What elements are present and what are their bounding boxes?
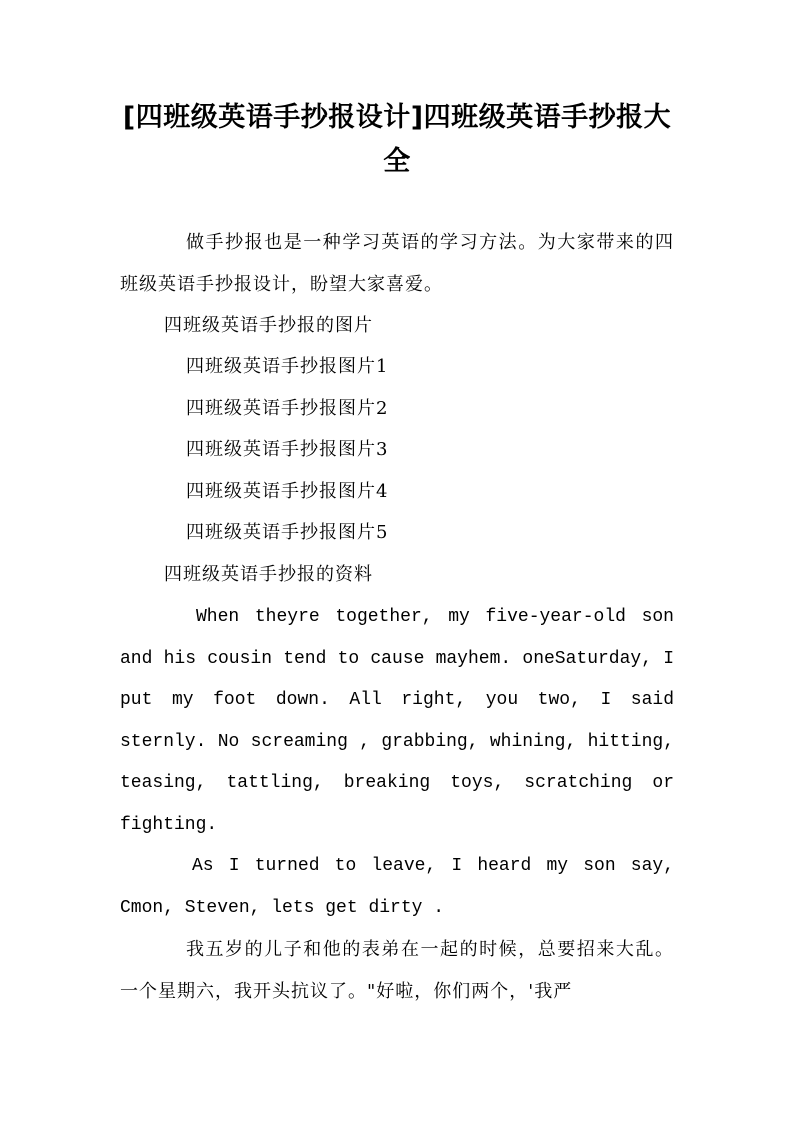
image-caption-3: 四班级英语手抄报图片3 [186, 439, 389, 460]
section-heading-images: 四班级英语手抄报的图片 [164, 315, 373, 336]
image-caption-1: 四班级英语手抄报图片1 [186, 356, 389, 377]
document-title: [四班级英语手抄报设计]四班级英语手抄报大全 [122, 102, 672, 177]
chinese-paragraph: 我五岁的儿子和他的表弟在一起的时候，总要招来大乱。一个星期六，我开头抗议了。"好啦，你们两个，'我严 [120, 939, 674, 1002]
image-caption-5: 四班级英语手抄报图片5 [186, 522, 389, 543]
intro-paragraph: 做手抄报也是一种学习英语的学习方法。为大家带来的四班级英语手抄报设计，盼望大家喜爱。 [120, 232, 674, 295]
section-heading-materials: 四班级英语手抄报的资料 [164, 564, 373, 585]
image-caption-4: 四班级英语手抄报图片4 [186, 481, 389, 502]
image-caption-2: 四班级英语手抄报图片2 [186, 398, 389, 419]
english-paragraph-2: As I turned to leave, I heard my son say, Cmon, Steven, lets get dirty . [120, 856, 674, 918]
english-paragraph-1: When theyre together, my five-year-old son and his cousin tend to cause mayhem. oneSaturday, I put my foot down. All right, you two, I said sternly. No screaming , grabbing, whining, hitting, teasing, tattling, breaking toys, scratching or fighting. [120, 607, 674, 835]
